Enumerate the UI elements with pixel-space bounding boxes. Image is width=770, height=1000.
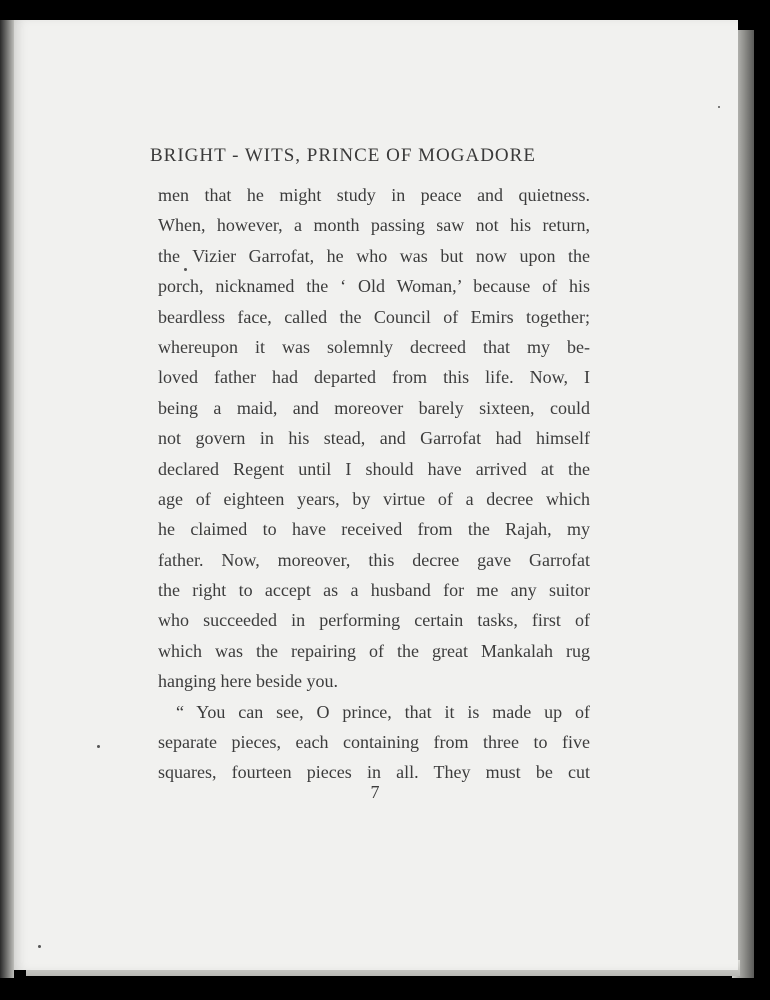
paper-speck xyxy=(38,945,41,948)
text-line: beardless face, called the Council of Emirs together; xyxy=(158,306,590,327)
running-head: BRIGHT - WITS, PRINCE OF MOGADORE xyxy=(150,145,536,166)
text-line: which was the repairing of the great Mankalah rug xyxy=(158,640,590,661)
text-line: declared Regent until I should have arrived at the xyxy=(158,458,590,479)
text-line: squares, fourteen pieces in all. They must be cut xyxy=(158,762,590,783)
text-line: hanging here beside you. xyxy=(158,671,338,692)
paper-speck xyxy=(718,106,720,108)
text-line: separate pieces, each containing from three to five xyxy=(158,732,590,753)
paper-speck xyxy=(184,268,187,271)
text-line: who succeeded in performing certain tasks, first of xyxy=(158,610,590,631)
page-number: 7 xyxy=(370,782,380,802)
paper-speck xyxy=(97,745,100,748)
text-line: the Vizier Garrofat, he who was but now upon the xyxy=(158,245,590,266)
text-line: loved father had departed from this life. Now, I xyxy=(158,367,590,388)
text-line: When, however, a month passing saw not his return, xyxy=(158,215,590,236)
text-line: whereupon it was solemnly decreed that my be- xyxy=(158,336,590,357)
text-line: the right to accept as a husband for me any suitor xyxy=(158,580,590,601)
text-line: being a maid, and moreover barely sixteen, could xyxy=(158,397,590,418)
text-line: not govern in his stead, and Garrofat had himself xyxy=(158,428,590,449)
text-line: he claimed to have received from the Rajah, my xyxy=(158,519,590,540)
binding-gutter xyxy=(0,20,14,978)
text-line: age of eighteen years, by virtue of a decree which xyxy=(158,488,590,509)
text-line: “ You can see, O prince, that it is made up of xyxy=(176,701,590,722)
body-text xyxy=(158,180,590,788)
text-line: porch, nicknamed the ‘ Old Woman,’ because of his xyxy=(158,276,590,297)
text-line: father. Now, moreover, this decree gave Garrofat xyxy=(158,549,590,570)
text-line: men that he might study in peace and quietness. xyxy=(158,185,590,205)
